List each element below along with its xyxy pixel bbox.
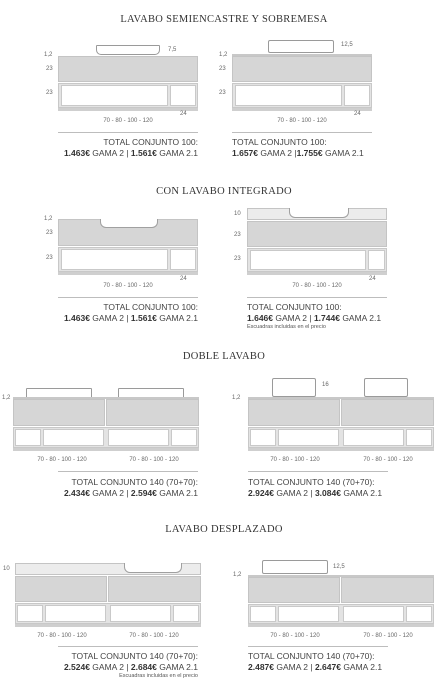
gama-label: GAMA 2.1 <box>156 661 198 672</box>
gama-label: GAMA 2 | <box>89 487 131 498</box>
drawer-front-left <box>248 399 340 426</box>
price-gama2: 2.487€ <box>248 661 274 672</box>
gama-label: GAMA 2 | <box>89 661 131 672</box>
total-price-block <box>247 302 407 323</box>
drawer-front-right <box>108 576 201 602</box>
drawer-small <box>17 605 43 622</box>
gama-label: GAMA 2.1 <box>340 487 383 498</box>
price-line <box>248 662 418 673</box>
dim-label: 1,2 <box>233 572 242 578</box>
dim-label: 1,2 <box>219 52 228 58</box>
price-gama21: 1.561€ <box>130 147 157 158</box>
integrated-basin <box>124 563 182 573</box>
total-label: TOTAL CONJUNTO 140 (70+70): <box>248 651 375 661</box>
gama-label: GAMA 2.1 <box>156 487 198 498</box>
drawer-large <box>278 606 339 622</box>
drawer-small <box>250 429 276 446</box>
drawer-large <box>343 429 404 446</box>
price-line <box>248 488 418 499</box>
drawer-front-right <box>341 399 434 426</box>
total-label: TOTAL CONJUNTO 140 (70+70): <box>71 477 198 487</box>
dim-label: 16 <box>322 382 329 388</box>
drawer-large <box>278 429 339 446</box>
width-options: 70 - 80 - 100 - 120 <box>37 633 87 639</box>
drawer-front-left <box>13 399 105 426</box>
price-gama2: 2.924€ <box>248 487 274 498</box>
dim-label: 1,2 <box>44 52 53 58</box>
dim-label: 24 <box>354 111 361 117</box>
drawer-front-right <box>106 399 199 426</box>
dim-label: 1,2 <box>2 395 11 401</box>
dim-label: 23 <box>219 90 226 96</box>
drawer-large <box>235 85 342 106</box>
width-options: 70 - 80 - 100 - 120 <box>37 457 87 463</box>
gama-label: GAMA 2.1 <box>156 312 198 323</box>
basin-semiencastre <box>96 45 160 55</box>
total-price-block <box>232 137 382 158</box>
section-title-desplazado: LAVABO DESPLAZADO <box>165 524 283 535</box>
price-line <box>28 662 198 673</box>
drawer-large <box>61 249 168 270</box>
price-gama2: 2.524€ <box>63 661 90 672</box>
price-gama21: 2.684€ <box>130 661 157 672</box>
section-title-doble: DOBLE LAVABO <box>182 351 266 362</box>
dim-label: 23 <box>219 66 226 72</box>
drawer-small <box>368 250 385 270</box>
gama-label: GAMA 2 | <box>258 147 297 158</box>
plinth <box>248 448 434 451</box>
price-gama2: 1.463€ <box>63 312 90 323</box>
separator <box>248 646 388 647</box>
countertop-drawer <box>58 56 198 82</box>
total-price-block <box>248 477 418 498</box>
drawer-small <box>406 429 432 446</box>
dim-label: 23 <box>46 255 53 261</box>
plinth <box>247 272 387 275</box>
drawer-small <box>170 85 196 106</box>
total-label: TOTAL CONJUNTO 100: <box>247 302 342 312</box>
price-line <box>58 313 198 324</box>
separator <box>58 471 198 472</box>
separator <box>247 297 387 298</box>
basin-sobremesa <box>262 560 328 574</box>
note-escuadras: Escuadras incluidas en el precio <box>247 324 326 330</box>
dim-label: 12,5 <box>333 564 345 570</box>
drawer-small <box>170 249 196 270</box>
price-gama21: 3.084€ <box>314 487 341 498</box>
plinth <box>232 108 372 111</box>
dim-label: 1,2 <box>44 216 53 222</box>
drawer-small <box>15 429 41 446</box>
drawer-large <box>61 85 168 106</box>
drawer-small <box>250 606 276 622</box>
total-price-block <box>58 302 198 323</box>
gama-label: GAMA 2.1 <box>339 312 382 323</box>
drawer-large <box>45 605 106 622</box>
width-options: 70 - 80 - 100 - 120 <box>363 633 413 639</box>
dim-label: 1,2 <box>232 395 241 401</box>
separator <box>232 132 372 133</box>
drawer-front <box>247 221 387 247</box>
note-escuadras: Escuadras incluidas en el precio <box>119 673 198 679</box>
section-title-integrado: CON LAVABO INTEGRADO <box>156 186 292 197</box>
section-title-semiencastre: LAVABO SEMIENCASTRE Y SOBREMESA <box>120 14 328 25</box>
total-label: TOTAL CONJUNTO 100: <box>232 137 327 147</box>
drawer-large <box>343 606 404 622</box>
gama-label: GAMA 2 | <box>273 312 314 323</box>
drawer-front-right <box>341 577 434 603</box>
price-gama2: 1.646€ <box>247 312 273 323</box>
plinth <box>58 272 198 275</box>
price-gama21: 1.561€ <box>130 312 157 323</box>
dim-label: 24 <box>180 276 187 282</box>
drawer-small <box>344 85 370 106</box>
dim-label: 24 <box>369 276 376 282</box>
total-price-block <box>28 651 198 672</box>
drawer-small <box>173 605 199 622</box>
separator <box>58 297 198 298</box>
dim-label: 7,5 <box>168 47 177 53</box>
price-gama21: 1.744€ <box>313 312 340 323</box>
integrated-basin <box>289 208 349 218</box>
drawer-front-left <box>248 577 340 603</box>
width-options: 70 - 80 - 100 - 120 <box>270 633 320 639</box>
drawer-large <box>250 250 366 270</box>
width-options: 70 - 80 - 100 - 120 <box>129 457 179 463</box>
price-gama2: 1.657€ <box>232 147 258 158</box>
dim-label: 24 <box>180 111 187 117</box>
width-options: 70 - 80 - 100 - 120 <box>270 457 320 463</box>
dim-label: 23 <box>234 256 241 262</box>
price-line <box>232 148 382 159</box>
integrated-basin <box>100 219 158 228</box>
drawer-large <box>110 605 171 622</box>
dim-label: 23 <box>46 90 53 96</box>
price-line <box>28 488 198 499</box>
price-line <box>247 313 407 324</box>
gama-label: GAMA 2 | <box>274 487 315 498</box>
gama-label: GAMA 2.1 <box>322 147 364 158</box>
separator <box>58 132 198 133</box>
gama-label: GAMA 2.1 <box>340 661 383 672</box>
width-options: 70 - 80 - 100 - 120 <box>277 118 327 124</box>
width-options: 70 - 80 - 100 - 120 <box>103 118 153 124</box>
gama-label: GAMA 2.1 <box>156 147 198 158</box>
gama-label: GAMA 2 | <box>89 147 131 158</box>
total-price-block <box>248 651 418 672</box>
dim-label: 23 <box>46 66 53 72</box>
drawer-front-left <box>15 576 107 602</box>
basin-right <box>364 378 408 397</box>
price-gama2: 2.434€ <box>63 487 90 498</box>
drawer-large <box>43 429 104 446</box>
width-options: 70 - 80 - 100 - 120 <box>129 633 179 639</box>
separator <box>58 646 198 647</box>
price-gama2: 1.463€ <box>63 147 90 158</box>
drawer-small <box>406 606 432 622</box>
total-label: TOTAL CONJUNTO 140 (70+70): <box>248 477 375 487</box>
total-label: TOTAL CONJUNTO 100: <box>103 137 198 147</box>
plinth <box>15 624 201 627</box>
width-options: 70 - 80 - 100 - 120 <box>103 283 153 289</box>
plinth <box>248 624 434 627</box>
dim-label: 10 <box>3 566 10 572</box>
total-price-block <box>28 477 198 498</box>
total-label: TOTAL CONJUNTO 140 (70+70): <box>71 651 198 661</box>
price-gama21: 2.647€ <box>314 661 341 672</box>
separator <box>248 471 388 472</box>
basin-sobremesa <box>268 40 334 53</box>
total-price-block <box>58 137 198 158</box>
gama-label: GAMA 2 | <box>89 312 131 323</box>
dim-label: 12,5 <box>341 42 353 48</box>
drawer-large <box>108 429 169 446</box>
price-gama21: 1.755€ <box>296 147 323 158</box>
total-label: TOTAL CONJUNTO 100: <box>103 302 198 312</box>
dim-label: 23 <box>46 230 53 236</box>
width-options: 70 - 80 - 100 - 120 <box>363 457 413 463</box>
drawer-small <box>171 429 197 446</box>
plinth <box>13 448 199 451</box>
dim-label: 10 <box>234 211 241 217</box>
price-line <box>58 148 198 159</box>
drawer-front <box>232 56 372 82</box>
basin-left <box>272 378 316 397</box>
plinth <box>58 108 198 111</box>
dim-label: 23 <box>234 232 241 238</box>
gama-label: GAMA 2 | <box>274 661 315 672</box>
price-gama21: 2.594€ <box>130 487 157 498</box>
width-options: 70 - 80 - 100 - 120 <box>292 283 342 289</box>
